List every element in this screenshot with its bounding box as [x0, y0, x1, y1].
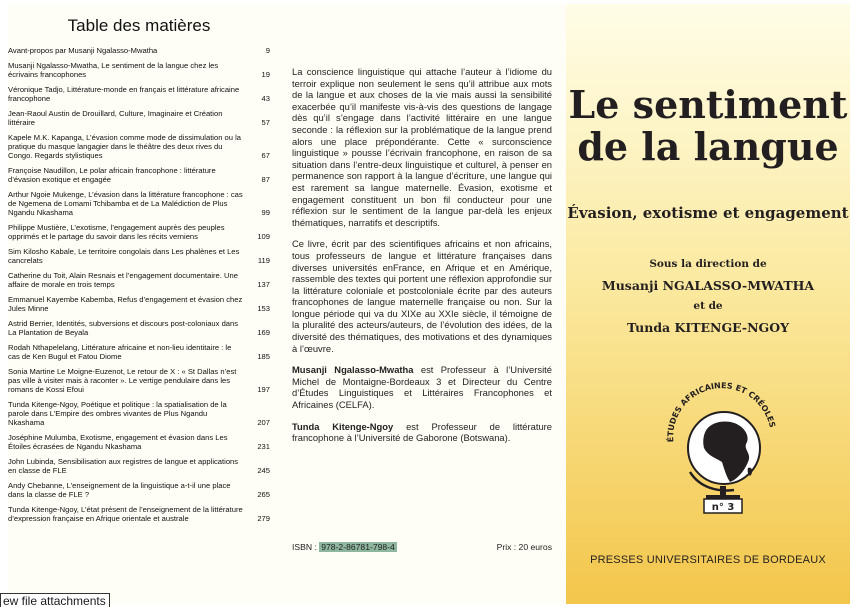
file-attachments-tab[interactable]: ew file attachments: [0, 593, 110, 607]
direction-label: Sous la direction de: [649, 258, 767, 270]
price: Prix : 20 euros: [496, 542, 552, 552]
toc-entry: [8, 166, 270, 184]
toc-entry-page: 67: [261, 151, 270, 160]
book-title: [566, 84, 850, 168]
isbn-label: ISBN :: [292, 542, 320, 552]
bio-1: [292, 364, 552, 410]
toc-entry-title: Catherine du Toit, Alain Resnais et l’engagement documentaire. Une affaire de morale en trois temps: [8, 271, 238, 289]
toc-entry-page: 109: [257, 232, 270, 241]
toc-entry: [8, 481, 270, 499]
toc-entry-title: Avant-propos par Musanji Ngalasso-Mwatha: [8, 46, 158, 55]
publisher: PRESSES UNIVERSITAIRES DE BORDEAUX: [590, 554, 826, 566]
series-globe-logo: [660, 368, 786, 518]
toc-entry: [8, 271, 270, 289]
toc-entry: [8, 400, 270, 427]
toc-entry-title: Joséphine Mulumba, Exotisme, engagement et évasion dans Les Étoiles écrasées de Ngandu Nkashama: [8, 433, 228, 451]
toc-entry-title: Rodah Nthapelelang, Littérature africaine et non-lieu identitaire : le cas de Ken Bugul et Fatou Diome: [8, 343, 232, 361]
table-of-contents: [8, 16, 270, 529]
toc-entry: [8, 433, 270, 451]
toc-entry-page: 153: [257, 304, 270, 313]
toc-entry: [8, 190, 270, 217]
toc-list: [8, 46, 270, 523]
toc-entry-page: 137: [257, 280, 270, 289]
toc-entry: [8, 109, 270, 127]
toc-entry-page: 19: [261, 70, 270, 79]
toc-entry-page: 231: [257, 442, 270, 451]
toc-entry-title: Astrid Berrier, Identités, subversions et discours post-coloniaux dans La Plantation de Beyala: [8, 319, 239, 337]
toc-entry-title: Sonia Martine Le Moigne-Euzenot, Le retour de X : « St Dallas n’est pas ville à visiter mais à raconter ». Le vertige pendulaire dans les romans de Kossi Efoui: [8, 367, 237, 394]
toc-entry-page: 207: [257, 418, 270, 427]
book-title-line-1: Le sentiment: [568, 82, 848, 127]
toc-entry: [8, 367, 270, 394]
toc-entry-page: 197: [257, 385, 270, 394]
toc-entry-title: Véronique Tadjo, Littérature-monde en français et littérature africaine francophone: [8, 85, 240, 103]
toc-entry: [8, 505, 270, 523]
bio-2-name: Tunda Kitenge-Ngoy: [292, 420, 394, 432]
blurb-paragraph-2: Ce livre, écrit par des scientifiques africains et non africains, tous professeurs de langue et littérature françaises dans diverses universités enFrance, en Afrique et en Amérique, rassemble des textes qui portent une réflexion approfondie sur la littérature coloniale et postcoloniale écrite par des auteurs francophones de langue maternelle française ou non. Sur la longue période qui va du XIXe au XXIe siècle, il témoigne de la pluralité des acteurs/auteurs, de l’évolution des idées, de la diversité des thématiques, des motivations et des dynamiques à l’œuvre.: [292, 238, 552, 354]
toc-entry-title: Andy Chebanne, L’enseignement de la linguistique a-t-il une place dans la classe de FLE ?: [8, 481, 231, 499]
toc-entry-title: Sim Kilosho Kabale, Le territoire congolais dans Les phalènes et Les cancrelats: [8, 247, 240, 265]
series-number: n° 3: [711, 502, 735, 513]
series-arc-text: ÉTUDES AFRICAINES ET CRÉOLES: [666, 381, 777, 443]
back-cover-text: [292, 66, 552, 454]
toc-entry-page: 169: [257, 328, 270, 337]
toc-entry-page: 43: [261, 94, 270, 103]
book-subtitle: Évasion, exotisme et engagement: [567, 204, 849, 222]
toc-entry: [8, 457, 270, 475]
globe-icon: [688, 412, 760, 499]
toc-entry-title: Tunda Kitenge-Ngoy, Poétique et politique : la spatialisation de la parole dans L’Empire des ombres vivantes de Plus Ngandu Nkashama: [8, 400, 227, 427]
toc-entry-page: 245: [257, 466, 270, 475]
toc-entry-page: 99: [261, 208, 270, 217]
toc-entry: [8, 133, 270, 160]
toc-entry-title: Philippe Mustière, L’exotisme, l’engagement auprès des peuples opprimés et le partage du savoir dans les récits verniens: [8, 223, 225, 241]
toc-entry-title: Jean-Raoul Austin de Drouillard, Culture, Imaginaire et Création littéraire: [8, 109, 223, 127]
blurb-paragraph-1: La conscience linguistique qui attache l’auteur à l’idiome du terroir explique non seulement le sens qu’il attribue aux mots de la langue et aux choses de la vie mais aussi la sensibilité exacerbée qu’il manifeste vis-à-vis des questions de langage dès qu’il s’engage dans l’activité littéraire en une langue seconde : la réflexion sur la problématique de la langue prend alors une place prépondérante. Cette « surconscience linguistique » pousse l’écrivain francophone, en raison de sa situation dans l’entre-deux linguistique et culturel, à penser en permanence son rapport à la langue d’écriture, une langue qui est rarement sa langue maternelle. Évasion, exotisme et engagement constituent un bon fil conducteur pour une réflexion sur le sentiment de la langue par-delà les enjeux thématiques, narratifs et descriptifs.: [292, 66, 552, 228]
toc-entry: [8, 46, 270, 55]
book-title-line-2: de la langue: [577, 124, 839, 169]
toc-entry: [8, 343, 270, 361]
toc-entry-page: 87: [261, 175, 270, 184]
conjunction: et de: [693, 300, 723, 312]
toc-entry-title: John Lubinda, Sensibilisation aux registres de langue et applications en classe de FLE: [8, 457, 239, 475]
toc-entry-title: Tunda Kitenge-Ngoy, L’état présent de l’enseignement de la littérature d’expression française en Afrique orientale et australe: [8, 505, 243, 523]
bio-2-text: est Professeur de littérature francophone à l’Université de Gaborone (Botswana).: [292, 420, 553, 444]
toc-entry-page: 57: [261, 118, 270, 127]
toc-entry: [8, 85, 270, 103]
bio-1-text: est Professeur à l’Université Michel de Montaigne-Bordeaux 3 et Directeur du Centre d’Études Linguistiques et Littéraires Francophones et Africaines (CELFA).: [292, 364, 552, 411]
bio-2: [292, 421, 552, 444]
toc-entry: [8, 319, 270, 337]
toc-entry: [8, 61, 270, 79]
editor-1: Musanji NGALASSO-MWATHA: [601, 278, 815, 293]
editor-2: Tunda KITENGE-NGOY: [626, 320, 790, 335]
isbn-value: 978-2-86781-798-4: [321, 542, 395, 552]
toc-entry-page: 185: [257, 352, 270, 361]
toc-entry: [8, 223, 270, 241]
toc-entry-title: Kapele M.K. Kapanga, L’évasion comme mode de dissimulation ou la pratique du masque langagier dans le théâtre des deux rives du Congo. Regards stylistiques: [8, 133, 242, 160]
toc-entry-page: 279: [257, 514, 270, 523]
editors-block: [566, 254, 850, 338]
front-cover: [566, 4, 850, 604]
toc-entry: [8, 247, 270, 265]
isbn: [292, 542, 397, 552]
toc-entry: [8, 295, 270, 313]
toc-title: Table des matières: [67, 16, 211, 35]
toc-entry-title: Françoise Naudillon, Le polar africain francophone : littérature d’évasion exotique et engagée: [8, 166, 216, 184]
bio-1-name: Musanji Ngalasso-Mwatha: [292, 364, 414, 376]
toc-entry-page: 119: [257, 256, 270, 265]
toc-entry-title: Emmanuel Kayembe Kabemba, Refus d’engagement et évasion chez Jules Minne: [8, 295, 243, 313]
toc-entry-page: 265: [257, 490, 270, 499]
toc-entry-page: 9: [265, 46, 270, 55]
toc-entry-title: Arthur Ngoie Mukenge, L’évasion dans la littérature francophone : cas de Ngemena de Lomami Tchibamba et de La Malédiction de Plus Ngandu Nkashama: [8, 190, 243, 217]
isbn-price-row: [292, 542, 552, 552]
toc-entry-title: Musanji Ngalasso-Mwatha, Le sentiment de la langue chez les écrivains francophones: [8, 61, 219, 79]
